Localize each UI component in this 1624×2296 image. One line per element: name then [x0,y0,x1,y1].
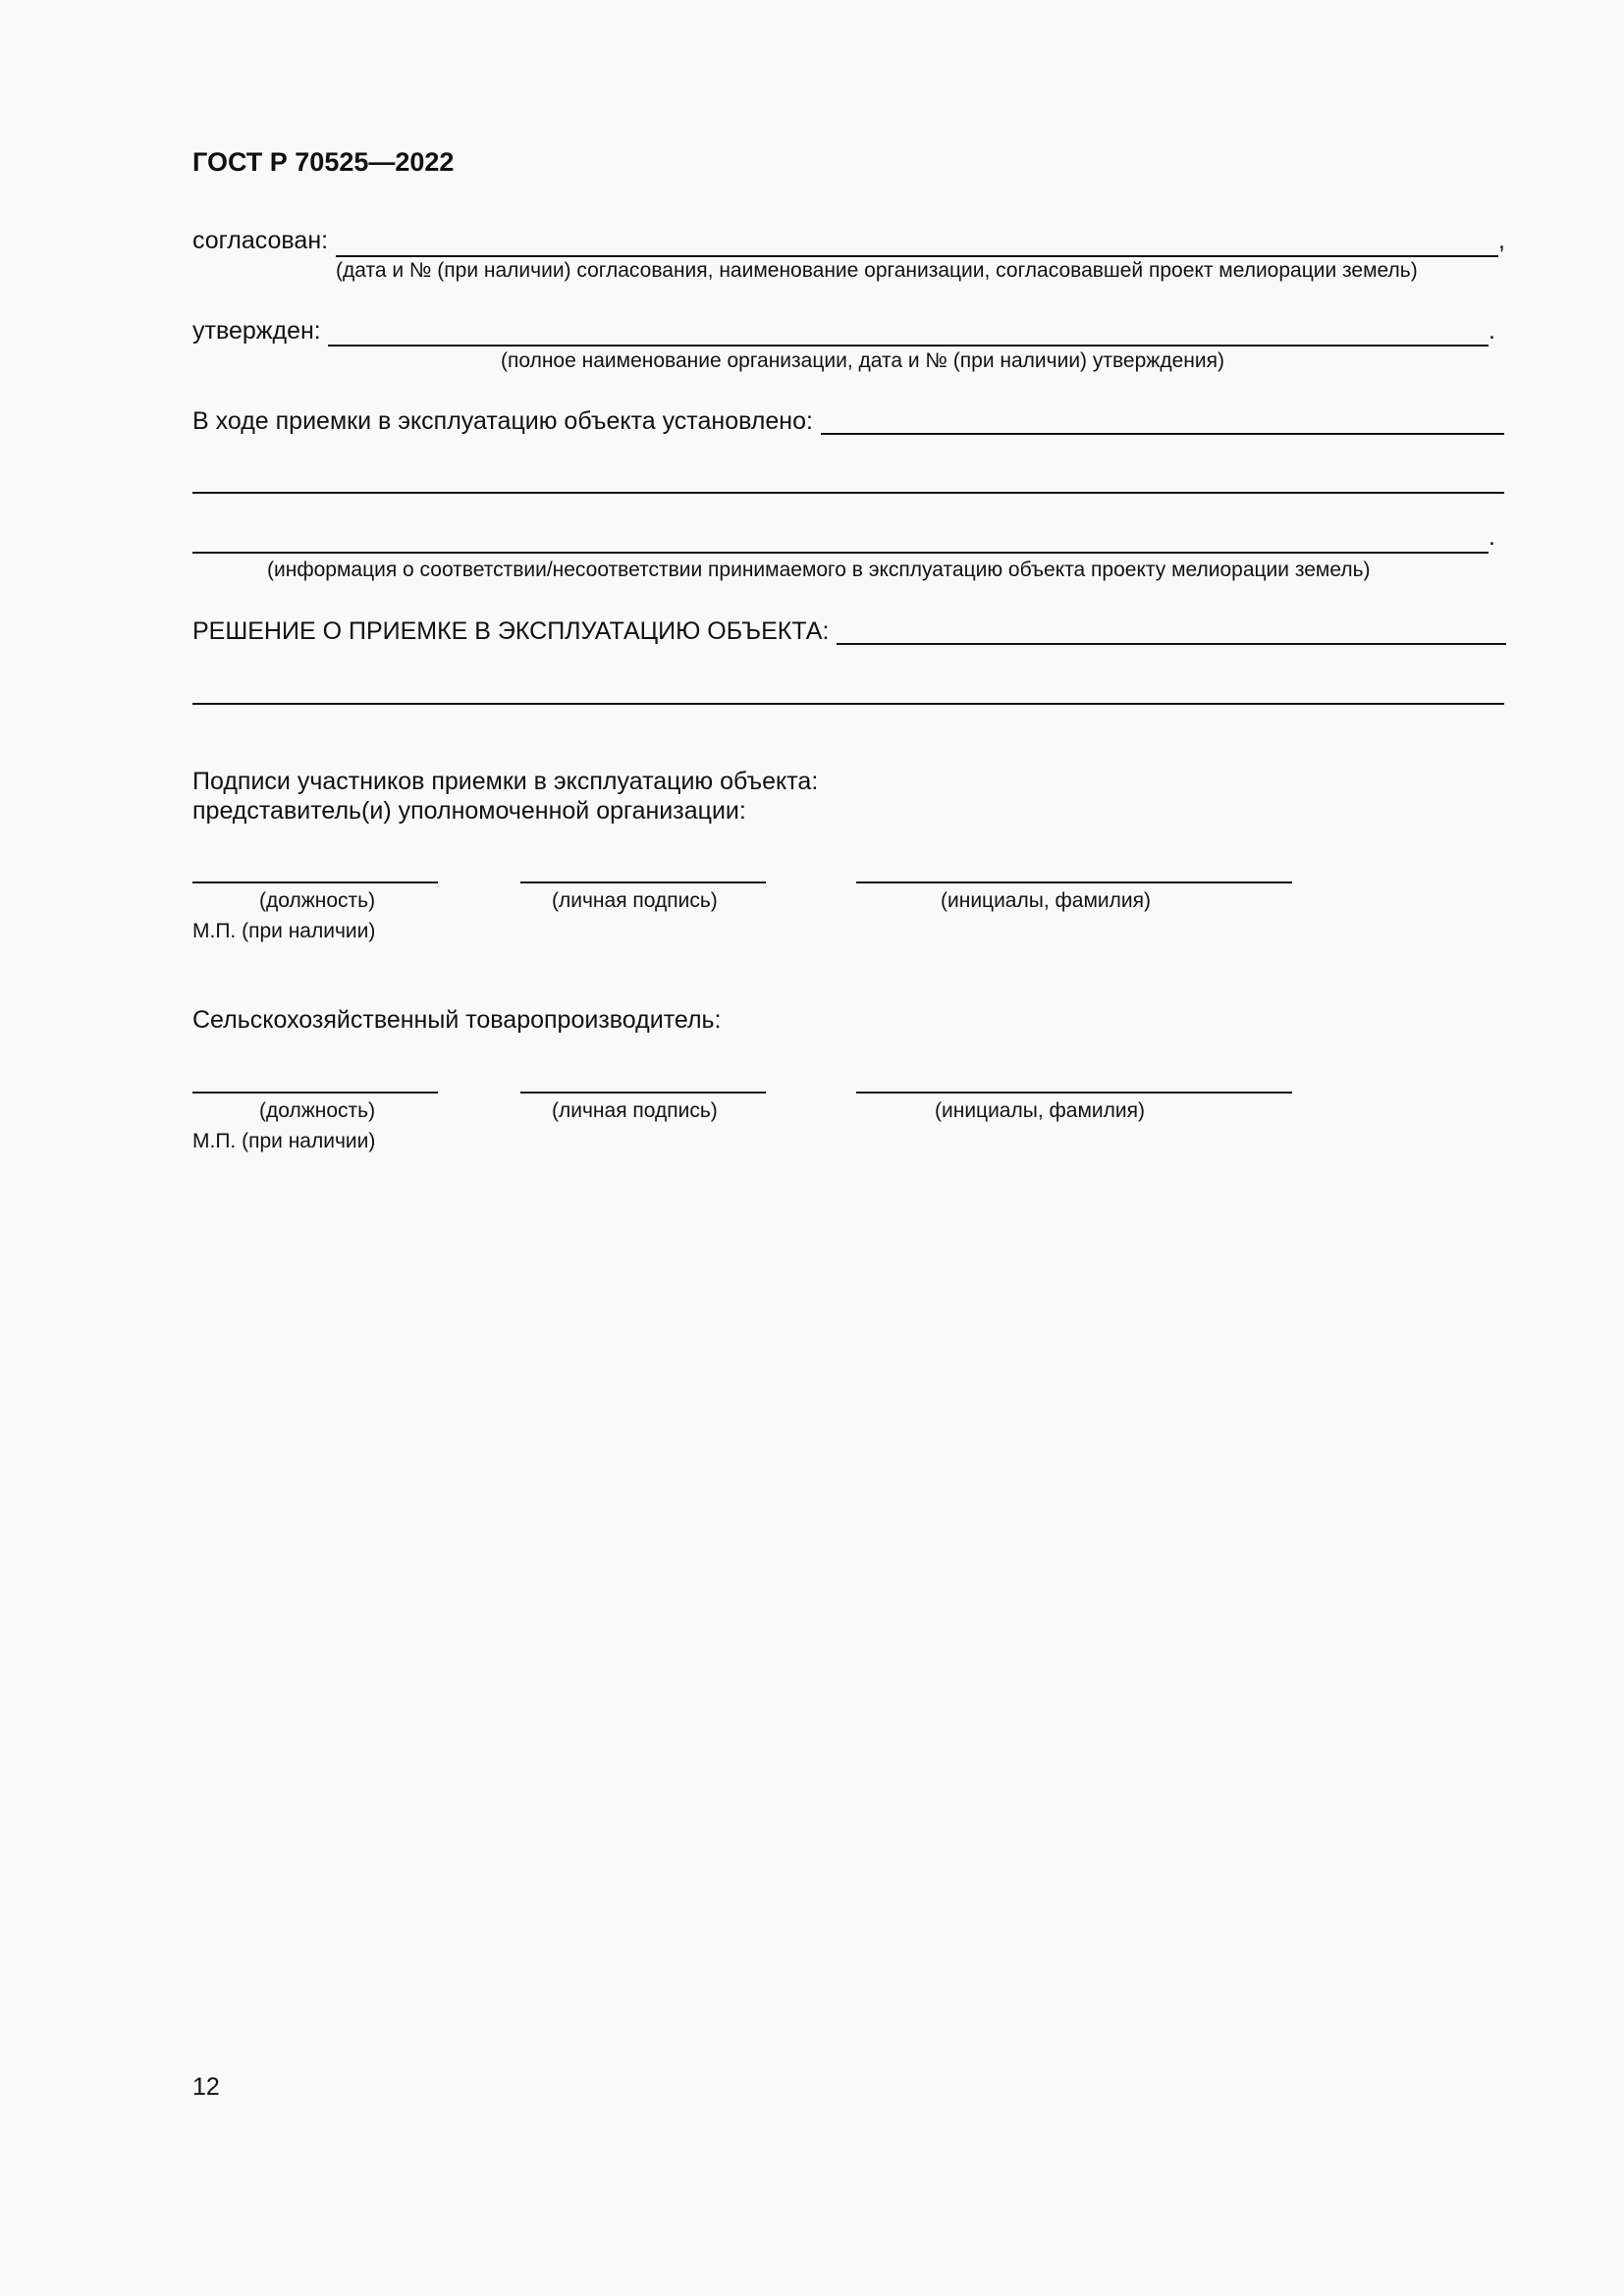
decision-label: РЕШЕНИЕ О ПРИЕМКЕ В ЭКСПЛУАТАЦИЮ ОБЪЕКТА: [192,617,830,645]
block2-position-field[interactable] [192,1092,438,1094]
block2-signature-field[interactable] [520,1092,766,1094]
signatures-intro: Подписи участников приемки в эксплуатацию объекта: [192,768,819,795]
approved-caption: (полное наименование организации, дата и № (при наличии) утверждения) [501,349,1224,372]
decision-field-1[interactable] [837,643,1506,645]
block2-name-field[interactable] [856,1092,1292,1094]
producer-label: Сельскохозяйственный товаропроизводитель: [192,1006,722,1034]
approved-label: утвержден: [192,317,321,345]
block1-name-field[interactable] [856,881,1292,883]
block2-position-caption: (должность) [259,1099,376,1122]
block1-position-caption: (должность) [259,889,376,912]
agreed-caption: (дата и № (при наличии) согласования, наименование организации, согласовавшей проект мелиорации земель) [336,259,1418,282]
block1-stamp: М.П. (при наличии) [192,920,376,942]
findings-caption: (информация о соответствии/несоответствии принимаемого в эксплуатацию объекта проекту мелиорации земель) [267,559,1371,581]
findings-field-1[interactable] [821,433,1504,435]
authorized-org-label: представитель(и) уполномоченной организации: [192,797,746,825]
block1-signature-field[interactable] [520,881,766,883]
agreed-comma: , [1498,227,1505,254]
block2-stamp: М.П. (при наличии) [192,1130,376,1152]
findings-label: В ходе приемки в эксплуатацию объекта установлено: [192,407,813,435]
agreed-label: согласован: [192,227,329,254]
findings-field-3[interactable] [192,552,1489,554]
block1-signature-caption: (личная подпись) [552,889,718,912]
agreed-field[interactable] [336,255,1498,257]
decision-field-2[interactable] [192,703,1504,705]
findings-field-2[interactable] [192,492,1504,494]
block2-name-caption: (инициалы, фамилия) [935,1099,1145,1122]
findings-period: . [1489,523,1495,551]
approved-period: . [1489,317,1495,345]
block1-name-caption: (инициалы, фамилия) [941,889,1151,912]
block2-signature-caption: (личная подпись) [552,1099,718,1122]
page-number: 12 [192,2073,220,2101]
block1-position-field[interactable] [192,881,438,883]
approved-field[interactable] [328,345,1489,347]
document-title: ГОСТ Р 70525—2022 [192,147,455,177]
